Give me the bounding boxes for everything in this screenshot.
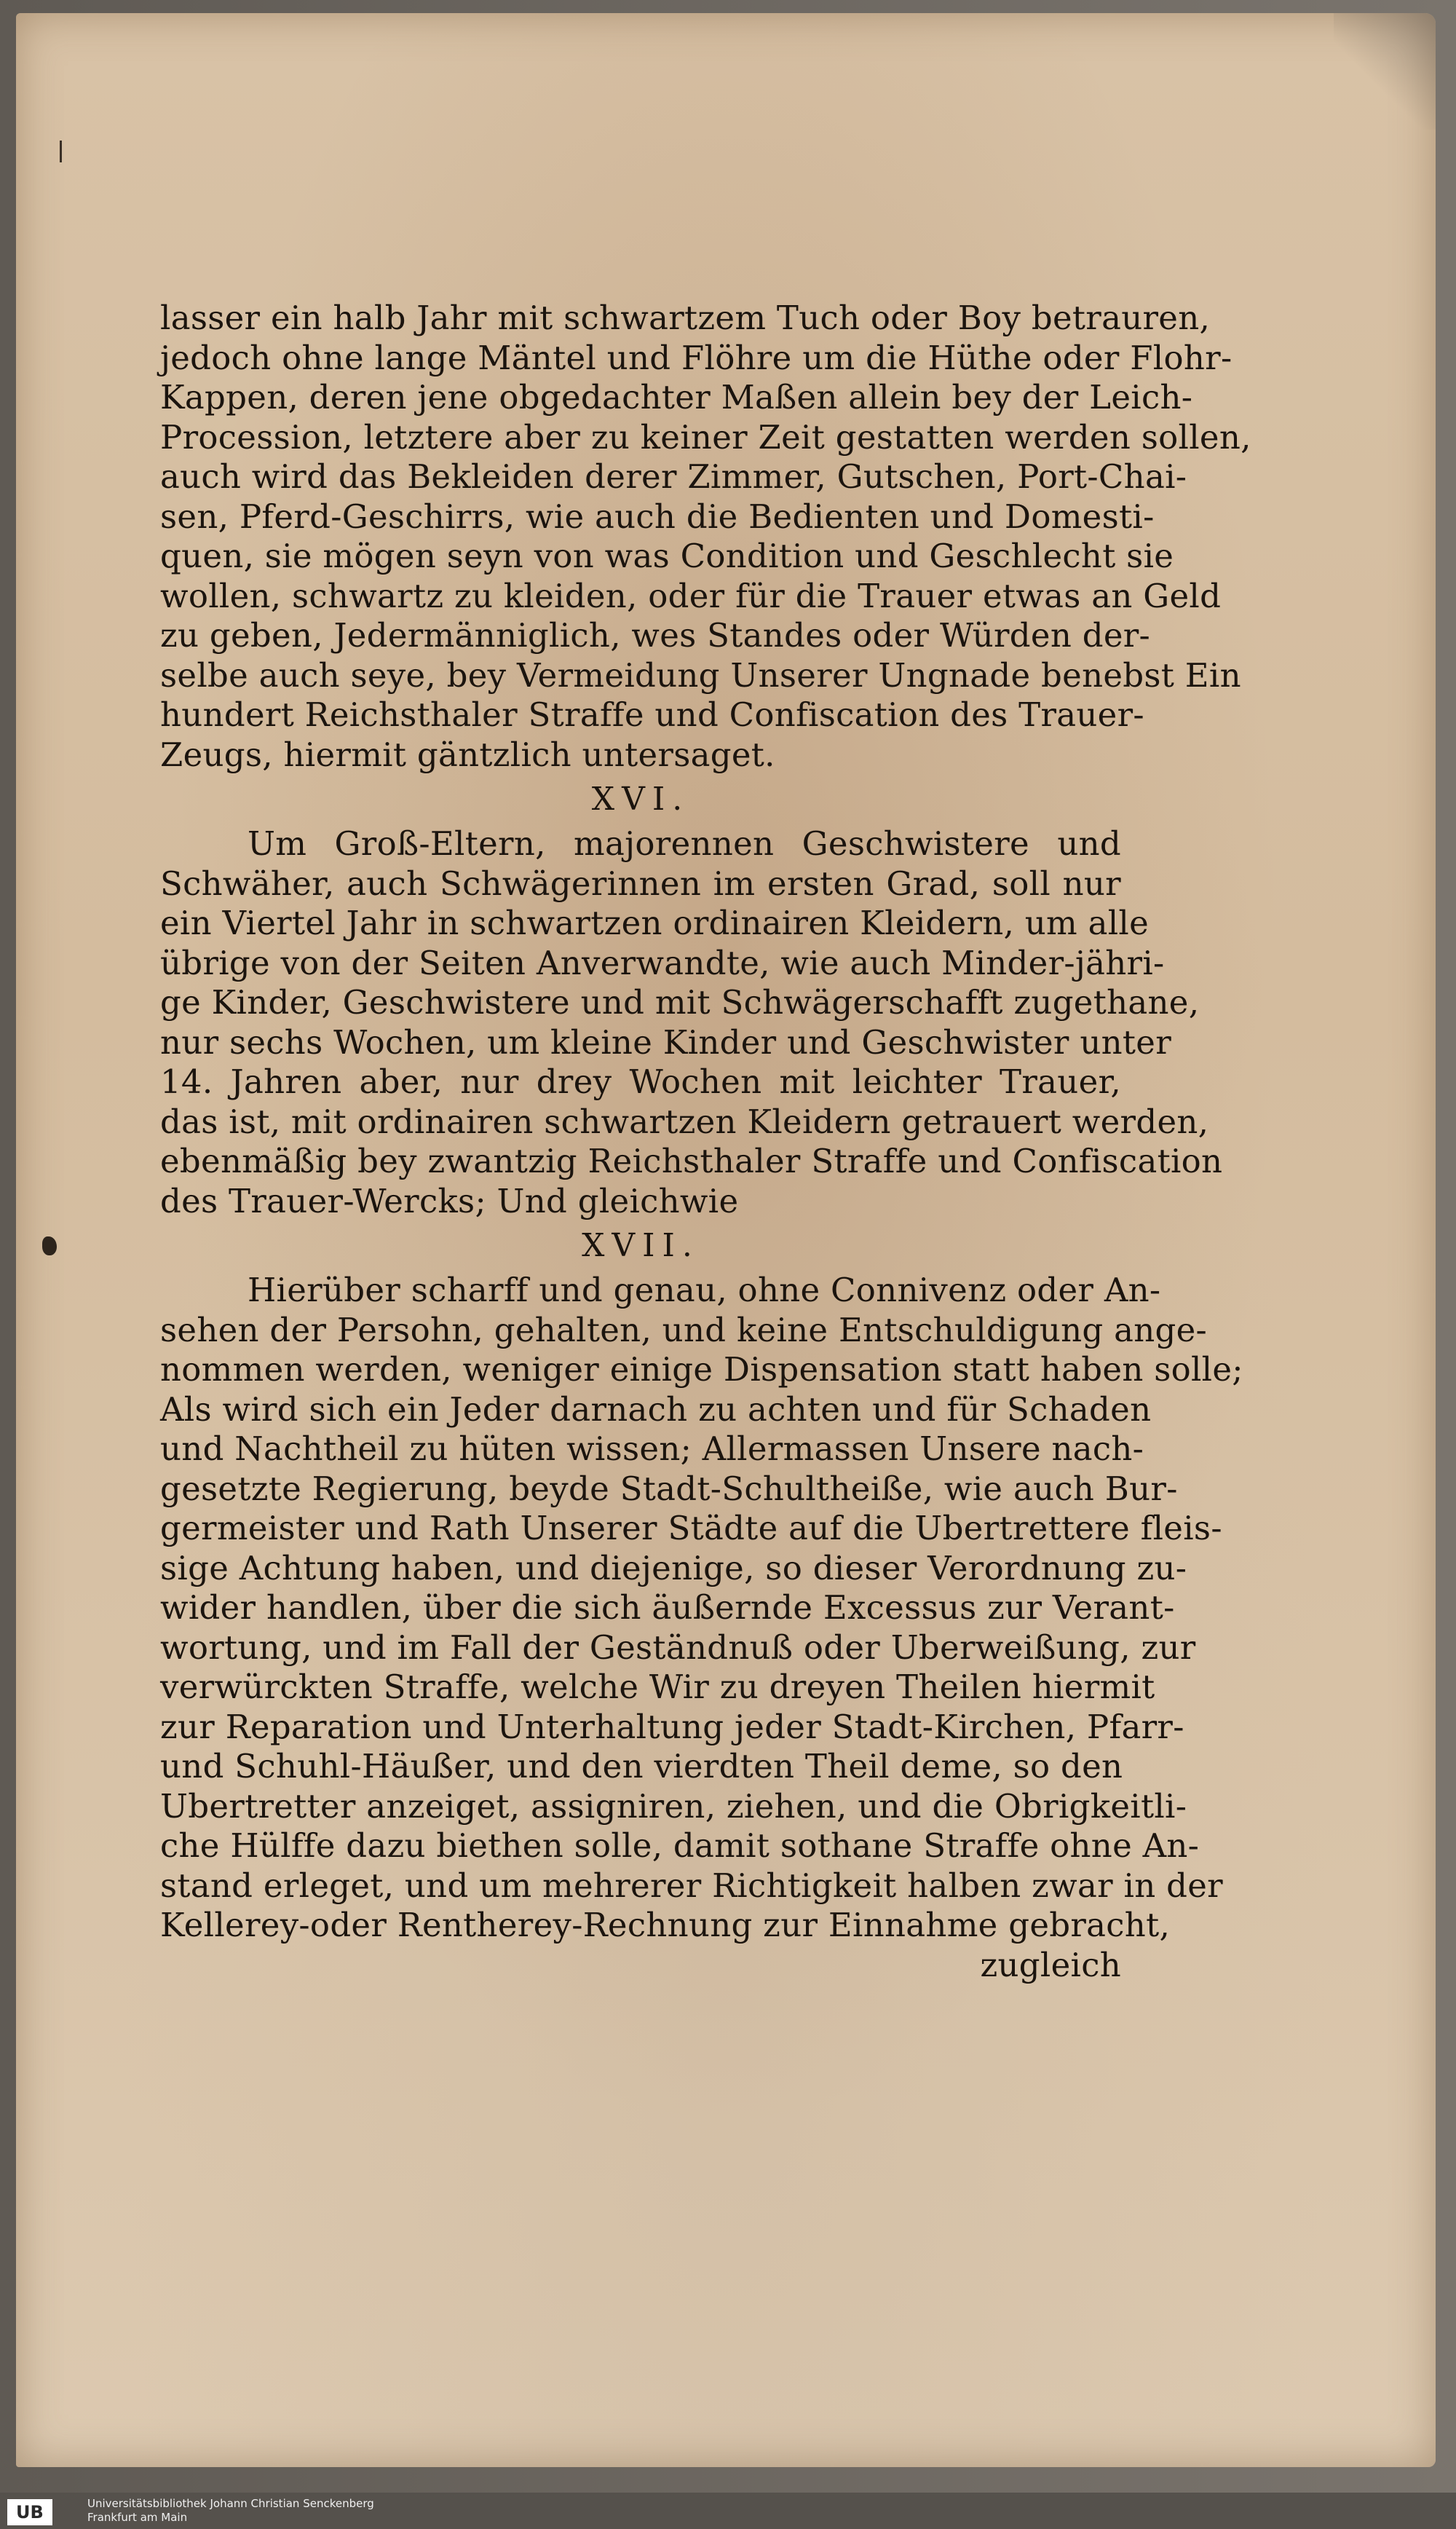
text-line: selbe auch seye, bey Vermeidung Unserer Ungnade benebst Ein — [160, 655, 1241, 695]
text-line: Schwäher, auch Schwägerinnen im ersten Grad, soll nur — [160, 864, 1121, 903]
text-line: che Hülffe dazu biethen solle, damit sothane Straffe ohne An- — [160, 1826, 1200, 1865]
text-line: Um Groß-Eltern, majorennen Geschwistere und — [248, 824, 1121, 863]
text-line: ge Kinder, Geschwistere und mit Schwägerschafft zugethane, — [160, 983, 1200, 1022]
library-logo: UB — [7, 2499, 52, 2525]
text-line: wider handlen, über die sich äußernde Excessus zur Verant- — [160, 1588, 1175, 1627]
text-line: ebenmäßig bey zwantzig Reichsthaler Straffe und Confiscation — [160, 1142, 1223, 1180]
text-line: nommen werden, weniger einige Dispensation statt haben solle; — [160, 1350, 1243, 1389]
paragraph-continuation — [160, 299, 1251, 775]
library-footer — [0, 2493, 1456, 2529]
margin-mark — [60, 141, 62, 162]
text-line: germeister und Rath Unserer Städte auf die Ubertrettere fleis- — [160, 1509, 1222, 1547]
text-line: wollen, schwartz zu kleiden, oder für die Trauer etwas an Geld — [160, 576, 1222, 615]
text-line: stand erleget, und um mehrerer Richtigkeit halben zwar in der — [160, 1866, 1223, 1905]
text-line: jedoch ohne lange Mäntel und Flöhre um die Hüthe oder Flohr- — [160, 338, 1233, 377]
text-line: hundert Reichsthaler Straffe und Confiscation des Trauer- — [160, 695, 1144, 734]
section-heading-xvi: XVI. — [591, 781, 690, 818]
text-line: Kappen, deren jene obgedachter Maßen allein bey der Leich- — [160, 378, 1193, 417]
text-line: und Schuhl-Häußer, und den vierdten Theil deme, so den — [160, 1747, 1123, 1786]
text-line: zur Reparation und Unterhaltung jeder Stadt-Kirchen, Pfarr- — [160, 1707, 1184, 1746]
text-line: 14. Jahren aber, nur drey Wochen mit leichter Trauer, — [160, 1062, 1121, 1101]
text-line: Als wird sich ein Jeder darnach zu achten und für Schaden — [160, 1389, 1152, 1429]
text-line: sen, Pferd-Geschirrs, wie auch die Bedienten und Domesti- — [160, 497, 1155, 536]
text-line: Zeugs, hiermit gäntzlich untersaget. — [160, 735, 775, 774]
ink-blot — [42, 1236, 57, 1255]
text-line: des Trauer-Wercks; Und gleichwie — [160, 1181, 739, 1220]
document-text — [160, 299, 1251, 1985]
text-line: wortung, und im Fall der Geständnuß oder Uberweißung, zur — [160, 1628, 1196, 1667]
text-line: übrige von der Seiten Anverwandte, wie auch Minder-jähri- — [160, 943, 1165, 982]
text-line: Hierüber scharff und genau, ohne Connivenz oder An- — [248, 1271, 1161, 1309]
text-line: Ubertretter anzeiget, assigniren, ziehen, und die Obrigkeitli- — [160, 1786, 1187, 1826]
text-line: sige Achtung haben, und diejenige, so dieser Verordnung zu- — [160, 1548, 1187, 1587]
text-line: lasser ein halb Jahr mit schwartzem Tuch oder Boy betrauren, — [160, 299, 1211, 337]
text-line: auch wird das Bekleiden derer Zimmer, Gutschen, Port-Chai- — [160, 457, 1187, 496]
text-line: ein Viertel Jahr in schwartzen ordinairen Kleidern, um alle — [160, 904, 1150, 942]
section-heading-xvii: XVII. — [582, 1227, 700, 1264]
text-line: quen, sie mögen seyn von was Condition und Geschlecht sie — [160, 537, 1174, 575]
library-city: Frankfurt am Main — [87, 2511, 188, 2524]
text-line: verwürckten Straffe, welche Wir zu dreyen Theilen hiermit — [160, 1668, 1155, 1706]
text-line: zu geben, Jedermänniglich, wes Standes oder Würden der- — [160, 616, 1151, 655]
catchword: zugleich — [980, 1945, 1121, 1984]
text-line: gesetzte Regierung, beyde Stadt-Schultheiße, wie auch Bur- — [160, 1469, 1178, 1508]
paragraph-xvii — [160, 1271, 1243, 1985]
paragraph-xvi — [160, 824, 1223, 1221]
text-line: Procession, letztere aber zu keiner Zeit gestatten werden sollen, — [160, 417, 1251, 457]
library-name: Universitätsbibliothek Johann Christian Senckenberg — [87, 2497, 374, 2510]
page-corner-shadow — [1334, 13, 1436, 130]
text-line: das ist, mit ordinairen schwartzen Kleidern getrauert werden, — [160, 1102, 1209, 1141]
text-line: Kellerey-oder Rentherey-Rechnung zur Einnahme gebracht, — [160, 1906, 1171, 1944]
library-credit — [87, 2497, 374, 2525]
text-line: nur sechs Wochen, um kleine Kinder und Geschwister unter — [160, 1022, 1172, 1062]
text-line: und Nachtheil zu hüten wissen; Allermassen Unsere nach- — [160, 1429, 1144, 1468]
text-line: sehen der Persohn, gehalten, und keine Entschuldigung ange- — [160, 1310, 1208, 1349]
